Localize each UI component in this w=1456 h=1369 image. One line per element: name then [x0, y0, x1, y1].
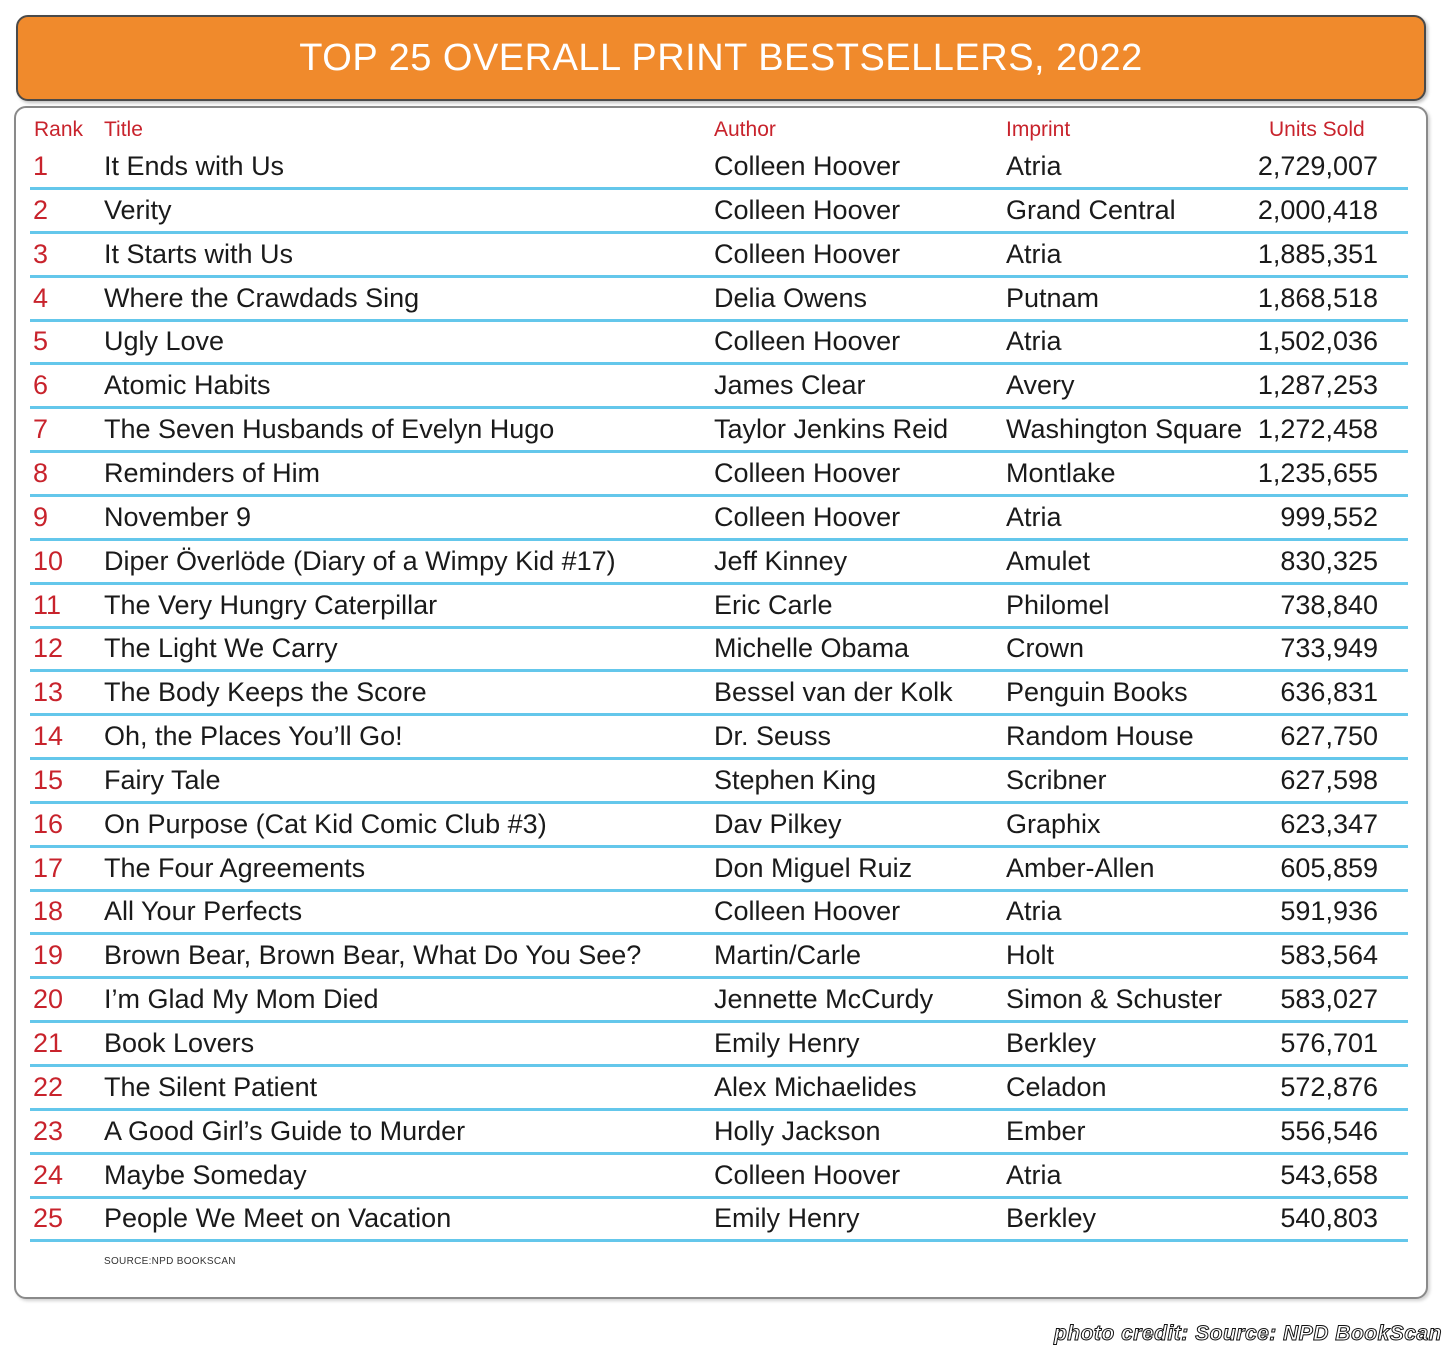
- title-cell: Diper Överlöde (Diary of a Wimpy Kid #17): [104, 545, 616, 576]
- rank-cell: 18: [33, 896, 64, 927]
- units-sold-cell: 2,729,007: [1257, 151, 1378, 181]
- imprint-cell: Graphix: [1006, 808, 1101, 839]
- rank-cell: 6: [33, 370, 49, 401]
- table-row: [30, 760, 1408, 804]
- source-note: SOURCE:NPD BOOKSCAN: [104, 1256, 236, 1267]
- rank-cell: 24: [33, 1159, 64, 1190]
- author-cell: Emily Henry: [714, 1203, 860, 1234]
- units-sold-cell: 543,658: [1280, 1159, 1378, 1190]
- column-header-title: Title: [104, 118, 143, 141]
- table-row: [30, 453, 1408, 497]
- author-cell: Jennette McCurdy: [714, 984, 934, 1015]
- table-row: [30, 541, 1408, 585]
- author-cell: Dav Pilkey: [714, 808, 842, 839]
- imprint-cell: Avery: [1006, 370, 1075, 401]
- imprint-cell: Montlake: [1006, 457, 1116, 488]
- title-cell: Where the Crawdads Sing: [104, 282, 420, 313]
- imprint-cell: Celadon: [1006, 1071, 1107, 1102]
- imprint-cell: Atria: [1006, 501, 1062, 532]
- row-divider: [30, 1239, 1408, 1242]
- table-row: [30, 628, 1408, 672]
- imprint-cell: Atria: [1006, 238, 1062, 269]
- author-cell: Jeff Kinney: [714, 545, 848, 576]
- table-row: [30, 365, 1408, 409]
- imprint-cell: Simon & Schuster: [1006, 984, 1223, 1015]
- author-cell: Alex Michaelides: [714, 1071, 917, 1102]
- rank-cell: 9: [33, 501, 49, 532]
- author-cell: Dr. Seuss: [714, 721, 832, 752]
- imprint-cell: Amber-Allen: [1006, 852, 1155, 883]
- rank-cell: 4: [33, 282, 49, 313]
- author-cell: Don Miguel Ruiz: [714, 852, 913, 883]
- photo-credit: photo credit: Source: NPD BookScan: [1053, 1322, 1442, 1345]
- table-row: [30, 409, 1408, 453]
- title-cell: Brown Bear, Brown Bear, What Do You See?: [104, 940, 642, 971]
- table-row: [30, 848, 1408, 892]
- units-sold-cell: 572,876: [1280, 1071, 1378, 1102]
- units-sold-cell: 627,750: [1280, 721, 1378, 752]
- imprint-cell: Holt: [1006, 940, 1055, 971]
- imprint-cell: Atria: [1006, 326, 1062, 357]
- title-cell: It Ends with Us: [104, 151, 285, 181]
- rank-cell: 17: [33, 852, 64, 883]
- title-cell: Fairy Tale: [104, 764, 221, 795]
- table-row: [30, 891, 1408, 935]
- units-sold-cell: 1,287,253: [1257, 370, 1378, 401]
- units-sold-cell: 605,859: [1280, 852, 1378, 883]
- author-cell: James Clear: [714, 370, 866, 401]
- imprint-cell: Random House: [1006, 721, 1194, 752]
- units-sold-cell: 733,949: [1280, 633, 1378, 664]
- column-header-imprint: Imprint: [1006, 118, 1071, 141]
- title-cell: Book Lovers: [104, 1028, 255, 1058]
- imprint-cell: Putnam: [1006, 282, 1100, 313]
- units-sold-cell: 1,885,351: [1257, 238, 1378, 269]
- units-sold-cell: 623,347: [1280, 808, 1378, 839]
- rank-cell: 12: [33, 633, 64, 664]
- imprint-cell: Berkley: [1006, 1203, 1097, 1234]
- author-cell: Martin/Carle: [714, 940, 862, 971]
- rank-cell: 2: [33, 194, 49, 225]
- units-sold-cell: 738,840: [1280, 589, 1378, 620]
- title-cell: The Light We Carry: [104, 633, 338, 664]
- table-row: [30, 190, 1408, 234]
- author-cell: Michelle Obama: [714, 633, 910, 664]
- units-sold-cell: 556,546: [1280, 1115, 1378, 1146]
- title-cell: Atomic Habits: [104, 370, 271, 401]
- title-cell: People We Meet on Vacation: [104, 1203, 452, 1234]
- table-row: [30, 234, 1408, 278]
- title-cell: Reminders of Him: [104, 457, 321, 488]
- title-cell: Oh, the Places You’ll Go!: [104, 721, 403, 752]
- table-row: [30, 672, 1408, 716]
- units-sold-cell: 1,235,655: [1257, 457, 1378, 488]
- units-sold-cell: 636,831: [1280, 677, 1378, 708]
- rank-cell: 14: [33, 721, 64, 752]
- table-row: [30, 804, 1408, 848]
- author-cell: Stephen King: [714, 764, 877, 795]
- units-sold-cell: 1,868,518: [1257, 282, 1378, 313]
- title-cell: A Good Girl’s Guide to Murder: [104, 1115, 466, 1146]
- title-cell: The Very Hungry Caterpillar: [104, 589, 438, 620]
- title-cell: It Starts with Us: [104, 238, 294, 269]
- imprint-cell: Washington Square: [1006, 414, 1243, 445]
- author-cell: Colleen Hoover: [714, 151, 901, 181]
- title-cell: Verity: [104, 194, 172, 225]
- author-cell: Taylor Jenkins Reid: [714, 414, 949, 445]
- units-sold-cell: 627,598: [1280, 764, 1378, 795]
- rank-cell: 25: [33, 1203, 64, 1234]
- imprint-cell: Penguin Books: [1006, 677, 1188, 708]
- rank-cell: 16: [33, 808, 64, 839]
- author-cell: Colleen Hoover: [714, 896, 901, 927]
- title-cell: The Body Keeps the Score: [104, 677, 427, 708]
- imprint-cell: Ember: [1006, 1115, 1086, 1146]
- title-cell: The Four Agreements: [104, 852, 366, 883]
- rank-cell: 23: [33, 1115, 64, 1146]
- table-row: [30, 1111, 1408, 1155]
- units-sold-cell: 583,027: [1280, 984, 1378, 1015]
- author-cell: Colleen Hoover: [714, 326, 901, 357]
- rank-cell: 1: [33, 151, 49, 181]
- title-cell: Ugly Love: [104, 326, 225, 357]
- title-cell: November 9: [104, 501, 252, 532]
- rank-cell: 20: [33, 984, 64, 1015]
- units-sold-cell: 576,701: [1280, 1028, 1378, 1058]
- column-header-rank: Rank: [34, 118, 84, 141]
- title-cell: I’m Glad My Mom Died: [104, 984, 379, 1015]
- author-cell: Eric Carle: [714, 589, 833, 620]
- imprint-cell: Crown: [1006, 633, 1085, 664]
- author-cell: Colleen Hoover: [714, 238, 901, 269]
- table-row: [30, 497, 1408, 541]
- units-sold-cell: 591,936: [1280, 896, 1378, 927]
- rank-cell: 7: [33, 414, 49, 445]
- column-header-author: Author: [714, 118, 776, 141]
- rank-cell: 8: [33, 457, 49, 488]
- imprint-cell: Philomel: [1006, 589, 1110, 620]
- rank-cell: 15: [33, 764, 64, 795]
- table-row: [30, 146, 1408, 190]
- units-sold-cell: 540,803: [1280, 1203, 1378, 1234]
- table-row: [30, 1023, 1408, 1067]
- table-row: [30, 1198, 1408, 1242]
- table-row: [30, 716, 1408, 760]
- rank-cell: 21: [33, 1028, 64, 1058]
- author-cell: Delia Owens: [714, 282, 868, 313]
- title-cell: The Silent Patient: [104, 1071, 318, 1102]
- author-cell: Colleen Hoover: [714, 1159, 901, 1190]
- title-cell: All Your Perfects: [104, 896, 303, 927]
- units-sold-cell: 999,552: [1280, 501, 1378, 532]
- rank-cell: 13: [33, 677, 64, 708]
- table-row: [30, 935, 1408, 979]
- units-sold-cell: 1,272,458: [1257, 414, 1378, 445]
- author-cell: Colleen Hoover: [714, 501, 901, 532]
- imprint-cell: Scribner: [1006, 764, 1107, 795]
- rank-cell: 5: [33, 326, 49, 357]
- units-sold-cell: 1,502,036: [1257, 326, 1378, 357]
- imprint-cell: Atria: [1006, 896, 1062, 927]
- rank-cell: 3: [33, 238, 49, 269]
- title-cell: On Purpose (Cat Kid Comic Club #3): [104, 808, 547, 839]
- rank-cell: 11: [33, 589, 62, 620]
- rank-cell: 10: [33, 545, 64, 576]
- units-sold-cell: 830,325: [1280, 545, 1378, 576]
- units-sold-cell: 583,564: [1280, 940, 1378, 971]
- table-row: [30, 321, 1408, 365]
- table-row: [30, 1067, 1408, 1111]
- table-row: [30, 979, 1408, 1023]
- author-cell: Holly Jackson: [714, 1115, 881, 1146]
- imprint-cell: Berkley: [1006, 1028, 1097, 1058]
- author-cell: Colleen Hoover: [714, 457, 901, 488]
- table-row: [30, 1155, 1408, 1199]
- column-header-units-sold: Units Sold: [1269, 118, 1365, 141]
- imprint-cell: Atria: [1006, 1159, 1062, 1190]
- imprint-cell: Amulet: [1006, 545, 1091, 576]
- table-title: TOP 25 OVERALL PRINT BESTSELLERS, 2022: [299, 36, 1143, 79]
- table-row: [30, 585, 1408, 629]
- units-sold-cell: 2,000,418: [1257, 194, 1378, 225]
- imprint-cell: Atria: [1006, 151, 1062, 181]
- author-cell: Colleen Hoover: [714, 194, 901, 225]
- rank-cell: 22: [33, 1071, 64, 1102]
- rank-cell: 19: [33, 940, 64, 971]
- imprint-cell: Grand Central: [1006, 194, 1176, 225]
- title-cell: Maybe Someday: [104, 1159, 307, 1190]
- table-row: [30, 278, 1408, 322]
- title-cell: The Seven Husbands of Evelyn Hugo: [104, 414, 555, 445]
- author-cell: Bessel van der Kolk: [714, 677, 953, 708]
- author-cell: Emily Henry: [714, 1028, 860, 1058]
